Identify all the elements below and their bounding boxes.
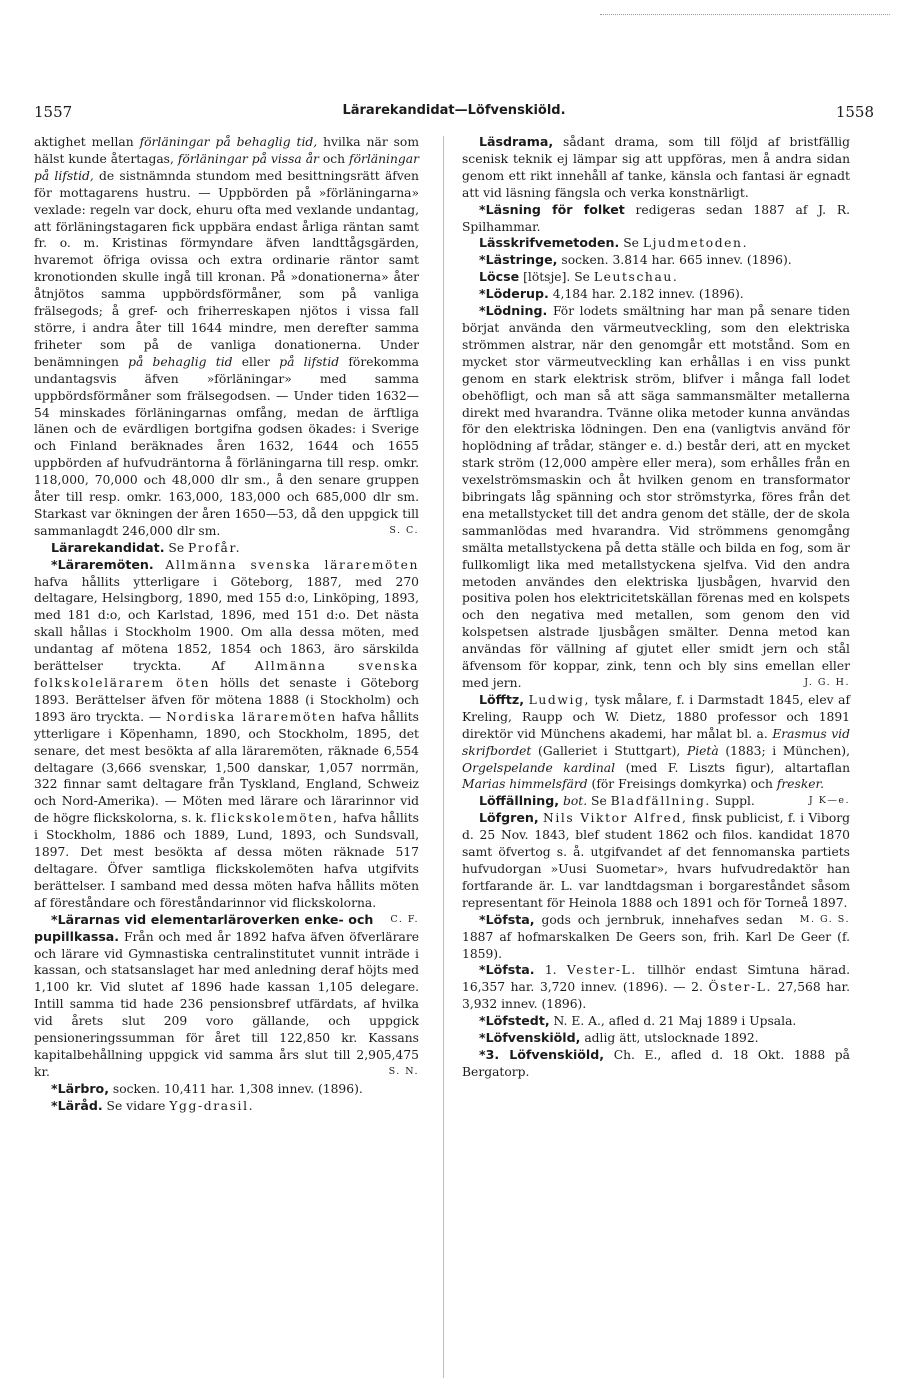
headword: Löfgren, — [479, 810, 539, 826]
cross-reference: Ygg-drasil. — [169, 1098, 255, 1113]
entry-larbro: *Lärbro, socken. 10,411 har. 1,308 innev. (1896). — [51, 1080, 363, 1096]
entry-lastringe: *Lästringe, socken. 3.814 har. 665 innev. (1896). — [479, 252, 792, 268]
entry-lararekandidat: Lärarekandidat. Se Profår. — [51, 539, 242, 555]
headword: Löcse — [479, 269, 520, 285]
right-column — [462, 134, 850, 1081]
running-title: Lärarekandidat—Löfvenskiöld. — [342, 103, 566, 118]
entry-enkekassa: *Lärarnas vid elementarläroverken enke- och pupillkassa. Från och med år 1892 hafva äfven öfverlärare och lärare vid Gymnastiska centralinstitutet vunnit inträde i kassan, och statsanslaget har med anledning deraf höjts med 1,100 kr. Vid slutet af 1896 hade kassan 1,105 delegare. Intill samma tid hade 236 pensionsbref utfärdats, af hvilka vid årets slut 209 voro gällande, och uppgick pensioneringssumman för året till 122,850 kr. Kassans kapitalbehållning uppgick vid samma års slut till 2,905,475 kr. S. N. — [34, 911, 419, 1079]
left-column — [34, 134, 419, 1115]
headword: *Lärarnas vid elementarläroverken enke- och pupillkassa. — [34, 911, 374, 944]
cross-reference: Ljudmetoden. — [642, 236, 749, 251]
entry-lasskrifvemetoden: Lässkrifvemetoden. Se Ljudmetoden. — [479, 235, 749, 251]
headword: Lässkrifvemetoden. — [479, 235, 620, 251]
cross-reference: Profår. — [188, 540, 242, 555]
entry-lofsta-gods: *Löfsta, gods och jernbruk, innehafves sedan 1887 af hofmarskalken De Geers son, frih. Karl De Geer (f. 1859). — [462, 911, 850, 961]
page-number-right: 1558 — [835, 103, 874, 121]
headword: Läsdrama, — [479, 134, 554, 149]
page-number-left: 1557 — [34, 103, 73, 121]
entry-lofgren: Löfgren, Nils Viktor Alfred, finsk publicist, f. i Viborg d. 25 Nov. 1843, blef student 1862 och filos. kandidat 1870 samt öfvertog s. å. utgifvandet af det fennomanska partiets hufvudorgan »Uusi Suometar», hvars hufvudredaktör han fortfarande är. L. var landtdagsman i borgareståndet såsom representant för Heinola 1888 och 1891 och för Torneå 1897. M. G. S. — [462, 810, 850, 911]
headword: *Lödning. — [479, 303, 548, 319]
author-signature: C. F. — [390, 913, 419, 925]
entry-loffallning: Löffällning, bot. Se Bladfällning. Suppl. — [479, 793, 755, 809]
headword: Löffällning, — [479, 793, 560, 809]
headword: *Löfvenskiöld, — [479, 1030, 581, 1046]
author-signature: S. N. — [388, 1065, 419, 1077]
author-signature: J K—e. — [808, 795, 850, 807]
entry-lofvenskiold-3: *3. Löfvenskiöld, Ch. E., afled d. 18 Okt. 1888 på Bergatorp. — [462, 1046, 850, 1079]
entry-lodning: *Lödning. För lodets smältning har man på senare tiden börjat använda den värmeutveckling, som den elektriska strömmen alstrar, när den genomgår ett motstånd. Som en mycket stor värmeutveckling kan erhållas i en viss punkt genom en stark elektrisk ström, blifver i många fall lodet obehöfligt, och man så att säga sammansmälter metallerna direkt med hvarandra. Tvänne olika metoder kunna användas för den elektriska lödningen. Den ena (vanligtvis använd för hoplödning af trådar, stänger e. d.) består deri, att en mycket stark ström (12,000 ampère eller mera), som erhålles från en vexelströmsmaskin och åt hvilken genom en transformator bibringats låg spänning och stor strömstyrka, föres från det ena metallstycket till det andra genom det ställe, der de skola sammanlödas med hvarandra. Vid strömmens genomgång smälta metallstyckena på detta ställe och bilda en fog, som är fullkomligt lika med metallstyckena sjelfva. Vid den andra metoden användes den elektriska ljusbågen, hvarvid den positiva polen hos elektricitetskällan förenas med en kolspets och den negativa med metallen, som genom den vid kolspetsen alstrade ljusbågen smälter. Denna metod kan användas för vällning af gjutet eller smidt jern och stål äfvensom för koppar, zink, tenn och bly sins emellan eller med jern. J. G. H. — [462, 303, 850, 690]
headword: *Löfsta. — [479, 962, 535, 978]
entry-laramoten: *Läraremöten. Allmänna svenska läraremöten hafva hållits ytterligare i Göteborg, 1887, med 270 deltagare, Helsingborg, 1890, med 155 d:o, Linköping, 1893, med 181 d:o, och Karlstad, 1896, med 151 d:o. Det nästa skall hållas i Stockholm 1900. Om alla dessa möten, med undantag af mötena 1852, 1854 och 1863, äro särskilda berättelser tryckta. Af Allmänna svenska folkskolelärarem öten hölls det senaste i Göteborg 1893. Berättelser äfven för mötena 1888 (i Stockholm) och 1893 äro tryckta. — Nordiska läraremöten hafva hållits ytterligare i Köpenhamn, 1890, och Stockholm, 1895, det senare, det mest besökta af alla läraremöten, räknade 6,554 deltagare (3,666 svenskar, 1,500 danskar, 1,057 norrmän, 322 finnar samt deltagare från Tyskland, England, Schweiz och Nord-Amerika). — Möten med lärare och lärarinnor vid de högre flickskolorna, s. k. flickskolemöten, hafva hållits i Stockholm, 1886 och 1889, Lund, 1893, och Sundsvall, 1897. Det mest besökta af dessa möten räknade 517 deltagare. Öfver samtliga flickskolemöten hafva utgifvits berättelser. I samband med dessa möten hafva hållits möten af föreståndare och föreståndarinnor vid flickskolorna. C. F. — [34, 557, 419, 912]
entry-locse: Löcse [lötsje]. Se Leutschau. — [479, 269, 679, 285]
entry-lofsta-socken: *Löfsta. 1. Vester-L. tillhör endast Simtuna härad. 16,357 har. 3,720 innev. (1896). — 2. Öster-L. 27,568 har. 3,932 innev. (1896). — [462, 962, 850, 1012]
print-artifact-line — [600, 14, 890, 15]
headword: *Löfsta, — [479, 911, 535, 927]
headword: *Lärbro, — [51, 1080, 109, 1096]
cross-reference: Bladfällning. — [610, 794, 711, 809]
author-signature: J. G. H. — [804, 677, 850, 688]
cross-reference: Leutschau. — [593, 270, 679, 285]
headword: *Läraremöten. — [51, 556, 154, 572]
entry-lofvenskiold: *Löfvenskiöld, adlig ätt, utslocknade 1892. — [479, 1030, 759, 1046]
headword: *Lästringe, — [479, 252, 558, 268]
author-signature: M. G. S. — [799, 913, 850, 925]
page-header — [34, 103, 874, 127]
entry-larad: *Läråd. Se vidare Ygg-drasil. — [51, 1097, 255, 1113]
entry-lasning: *Läsning för folket redigeras sedan 1887 af J. R. Spilhammar. — [462, 201, 850, 234]
entry-lasdrama: Läsdrama, sådant drama, som till följd af bristfällig scenisk teknik ej lämpar sig att uppföras, men å andra sidan genom ett rikt innehåll af tanke, känsla och fantasi är egnadt att vid läsning fängsla och verka konstnärligt. — [462, 134, 850, 200]
entry-loderup: *Löderup. 4,184 har. 2.182 innev. (1896). — [479, 286, 744, 302]
entry-forlaning: aktighet mellan förläningar på behaglig tid, hvilka när som hälst kunde återtagas, förläningar på vissa år och förläningar på lifstid, de sistnämnda stundom med besittningsrätt äfven för mottagarens hustru. — Uppbörden på »förläningarna» vexlade: regeln var dock, ehuru ofta med vexlande undantag, att förläningstagaren fick uppbära endast årliga räntan samt fr. o. m. Kristinas förmyndare äfven landttågsgärden, hvaremot öfriga ovissa och extra ordinarie räntor samt kronotionden skulle ingå till kronan. På »donationerna» åter åtnjötos samma uppbördsförmåner, som på vanliga frälsegods; å gref- och friherreskapen njötos i vissa fall större, i andra åter till 1644 mindre, men derefter samma friheter som på de vanliga donationerna. Under benämningen på behaglig tid eller på lifstid förekomma undantagsvis äfven »förläningar» med samma uppbördsförmåner som frälsegodsen. — Under tiden 1632—54 minskades förläningarnas omfång, medan de ärftliga länen och de evärdligen bortgifna godsen ökades: i Sverige och Finland beräknades åren 1632, 1644 och 1655 uppbörden af hufvudräntorna å förläningarna till resp. omkr. 118,000, 70,000 och 48,000 dlr sm., å den senare gruppen åter till resp. omkr. 163,000, 183,000 och 685,000 dlr sm. Starkast var ökningen der åren 1650—53, då den uppgick till sammanlagdt 246,000 dlr sm. S. C. — [34, 135, 419, 538]
entry-lofstedt: *Löfstedt, N. E. A., afled d. 21 Maj 1889 i Upsala. — [479, 1013, 797, 1029]
entry-lofftz: Löfftz, Ludwig, tysk målare, f. i Darmstadt 1845, elev af Kreling, Raupp och W. Dietz, 1880 professor och 1891 direktör vid Münchens akademi, har målat bl. a. Erasmus vid skrifbordet (Galleriet i Stuttgart), Pietà (1883; i München), Orgelspelande kardinal (med F. Liszts figur), altartaflan Marias himmelsfärd (för Freisings domkyrka) och fresker. J K—e. — [462, 692, 850, 793]
column-divider — [443, 136, 444, 1378]
headword: *Läråd. — [51, 1097, 103, 1113]
headword: *3. Löfvenskiöld, — [479, 1046, 605, 1062]
headword: Löfftz, — [479, 691, 525, 707]
headword: *Löfstedt, — [479, 1013, 550, 1029]
headword: *Löderup. — [479, 286, 549, 302]
headword: *Läsning för folket — [479, 201, 625, 217]
headword: Lärarekandidat. — [51, 539, 165, 555]
author-signature: S. C. — [389, 524, 419, 536]
